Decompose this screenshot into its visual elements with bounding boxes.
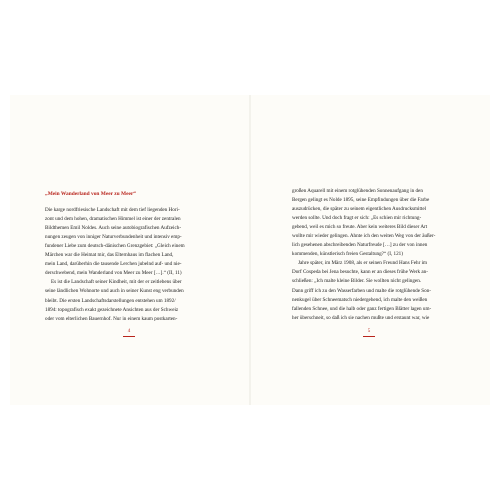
- text-line: lich gesehenen abschreibenden Naturfreude […] zu der von innen: [292, 242, 428, 249]
- section-heading: „Mein Wanderland von Meer zu Meer“: [45, 191, 136, 197]
- text-line: kommenden, künstlerisch freien Gestaltung?“ (I, 121): [292, 251, 403, 258]
- text-line: Bildthemen Emil Noldes. Auch seine autobiografischen Aufzeich-: [45, 225, 182, 232]
- page-number-left: 4: [119, 329, 139, 337]
- text-line: gebend, weil es mich so freute. Aber kein weiteres Bild dieser Art: [292, 224, 428, 231]
- text-line: Märchen war die Heimat mir, das Elternhaus im flachen Land,: [45, 252, 174, 259]
- page-number-right: 5: [359, 329, 379, 337]
- text-line: wollte mir wieder gelingen. Ahnte ich den weiten Weg von der äußer-: [292, 233, 436, 240]
- text-line: bleibt. Die ersten Landschaftsdarstellungen entstehen um 1892/: [45, 297, 176, 304]
- text-line: Dorf Cospeda bei Jena besuchte, kann er an dieses frühe Werk an-: [292, 269, 428, 276]
- text-line: Bergen gelingt es Nolde 1895, seine Empfindungen über die Farbe: [292, 197, 430, 204]
- text-line: mein Land, darüberhin die tausende Lerchen jubelnd auf- und nie-: [45, 261, 182, 268]
- left-paragraph-1: [45, 206, 203, 278]
- text-line: Dann griff ich zu den Wasserfarben und malte die rotglühende Son-: [292, 287, 432, 294]
- text-line: Jahre später, im März 1908, als er seinen Freund Hans Fehr im: [298, 260, 427, 267]
- text-line: schließen: „Ich malte kleine Bilder. Sie wollten nicht gelingen.: [292, 278, 422, 285]
- text-line: großen Aquarell mit einem rotglühenden Sonnenaufgang in den: [292, 188, 423, 194]
- text-line: seine ländlichen Wohnorte und auch in seiner Kunst eng verbunden: [45, 288, 184, 295]
- text-line: nenkugel über Schneematsch niedergehend, ich malte den weißen: [292, 296, 428, 303]
- book-spread: [10, 95, 490, 405]
- right-text-block: [292, 187, 450, 323]
- text-line: auszudrücken, die später zu seinem eigentlichen Ausdrucksmittel: [292, 206, 427, 213]
- left-text-block: [45, 190, 203, 324]
- right-paragraph-1: [292, 187, 450, 259]
- text-line: her überschneit, so daß ich sie nachen mußte und erstaunt war, wie: [292, 314, 430, 321]
- text-line: zont und dem hohen, dramatischen Himmel ist einer der zentralen: [45, 216, 181, 223]
- right-page: [250, 95, 490, 405]
- left-page: [10, 95, 250, 405]
- text-line: fallenden Schnee, und die halb oder ganz fertigen Blätter lagen um-: [292, 305, 432, 312]
- text-line: derschwebend, mein Wanderland von Meer zu Meer […].“ (II, 11): [45, 270, 182, 277]
- text-line: Es ist die Landschaft seiner Kindheit, mit der er zeitlebens über: [51, 279, 182, 286]
- text-line: 1894: topografisch exakt gezeichnete Ansichten aus der Schweiz: [45, 306, 179, 313]
- text-line: oder vom elterlichen Bauernhof. Nur in einem kaum postkarten-: [45, 315, 178, 322]
- right-paragraph-2: [292, 259, 450, 322]
- left-paragraph-2: [45, 278, 203, 323]
- text-line: fundener Liebe zum deutsch-dänischen Grenzgebiet: „Gleich einem: [45, 243, 185, 250]
- text-line: nungen zeugen von inniger Naturverbundenheit und intensiv emp-: [45, 234, 182, 241]
- text-line: Die karge nordfriesische Landschaft mit dem tief liegenden Hori-: [45, 207, 180, 214]
- text-line: werden sollte. Und doch fragt er sich: „Es schien mir richtung-: [292, 215, 422, 222]
